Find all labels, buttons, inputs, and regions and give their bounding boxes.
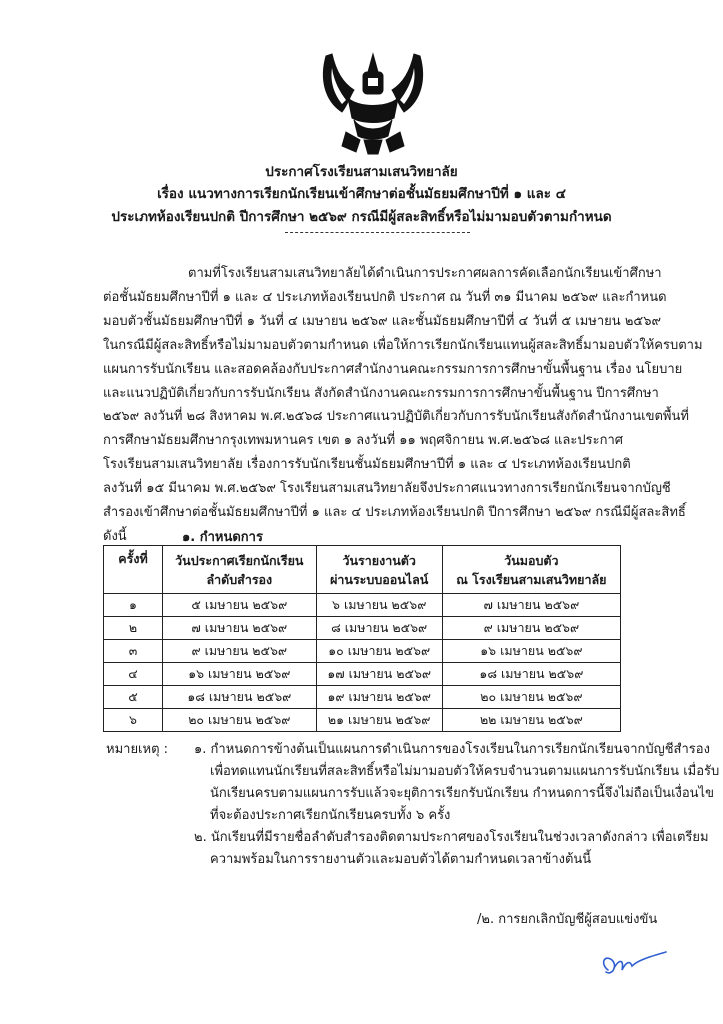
cell-round: ๑ (104, 594, 163, 617)
body-paragraph (103, 262, 703, 549)
header-report-date: วันรายงานตัว ผ่านระบบออนไลน์ (316, 546, 442, 594)
divider (285, 232, 470, 233)
cell-announce-date: ๗ เมษายน ๒๕๖๙ (163, 617, 317, 640)
cell-round: ๒ (104, 617, 163, 640)
table-row (104, 594, 621, 617)
schedule-table (103, 545, 621, 732)
body-line: และแนวปฏิบัติเกี่ยวกับการรับนักเรียน สังกัดสำนักงานคณะกรรมการการศึกษาขั้นพื้นฐาน ปีการศึกษา (103, 385, 659, 401)
notes-section (106, 739, 720, 871)
cell-announce-date: ๙ เมษายน ๒๕๖๙ (163, 640, 317, 663)
cell-report-date: ๑๐ เมษายน ๒๕๖๙ (316, 640, 442, 663)
header-enroll-date: วันมอบตัว ณ โรงเรียนสามเสนวิทยาลัย (442, 546, 620, 594)
cell-round: ๔ (104, 663, 163, 686)
cell-report-date: ๖ เมษายน ๒๕๖๙ (316, 594, 442, 617)
announcement-subject: เรื่อง แนวทางการเรียกนักเรียนเข้าศึกษาต่อชั้นมัธยมศึกษาปีที่ ๑ และ ๔ (157, 186, 566, 202)
notes-label: หมายเหตุ : (106, 742, 169, 757)
cell-round: ๕ (104, 686, 163, 709)
table-row (104, 663, 621, 686)
cell-round: ๖ (104, 709, 163, 732)
cell-enroll-date: ๙ เมษายน ๒๕๖๙ (442, 617, 620, 640)
table-row (104, 640, 621, 663)
note-line: นักเรียนครบตามแผนการรับแล้วจะยุติการเรียกรับนักเรียน กำหนดการนี้จึงไม่ถือเป็นเงื่อนไข (210, 786, 714, 801)
body-line: โรงเรียนสามเสนวิทยาลัย เรื่องการรับนักเรียนชั้นมัธยมศึกษาปีที่ ๑ และ ๔ ประเภทห้องเรียนปกติ (103, 457, 631, 473)
note-line: ๒. นักเรียนที่มีรายชื่อลำดับสำรองติดตามประกาศของโรงเรียนในช่วงเวลาดังกล่าว เพื่อเตรียม (194, 830, 709, 845)
cell-enroll-date: ๗ เมษายน ๒๕๖๙ (442, 594, 620, 617)
cell-enroll-date: ๑๖ เมษายน ๒๕๖๙ (442, 640, 620, 663)
cell-report-date: ๑๙ เมษายน ๒๕๖๙ (316, 686, 442, 709)
cell-report-date: ๘ เมษายน ๒๕๖๙ (316, 617, 442, 640)
header-round: ครั้งที่ (104, 546, 163, 594)
cell-report-date: ๑๗ เมษายน ๒๕๖๙ (316, 663, 442, 686)
note-line: ๑. กำหนดการข้างต้นเป็นแผนการดำเนินการของโรงเรียนในการเรียกนักเรียนจากบัญชีสำรอง (194, 742, 710, 757)
cell-round: ๓ (104, 640, 163, 663)
body-line: การศึกษามัธยมศึกษากรุงเทพมหานคร เขต ๑ ลงวันที่ ๑๑ พฤศจิกายน พ.ศ.๒๕๖๘ และประกาศ (103, 433, 623, 449)
cell-announce-date: ๒๐ เมษายน ๒๕๖๙ (163, 709, 317, 732)
cell-announce-date: ๑๘ เมษายน ๒๕๖๙ (163, 686, 317, 709)
cell-enroll-date: ๑๘ เมษายน ๒๕๖๙ (442, 663, 620, 686)
body-line: ตามที่โรงเรียนสามเสนวิทยาลัยได้ดำเนินการประกาศผลการคัดเลือกนักเรียนเข้าศึกษา (188, 266, 662, 281)
note-1 (106, 739, 720, 827)
signature-icon (598, 948, 668, 980)
cell-enroll-date: ๒๐ เมษายน ๒๕๖๙ (442, 686, 620, 709)
cell-announce-date: ๑๖ เมษายน ๒๕๖๙ (163, 663, 317, 686)
body-line: ในกรณีมีผู้สละสิทธิ์หรือไม่มามอบตัวตามกำหนด เพื่อให้การเรียกนักเรียนแทนผู้สละสิทธิ์มามอบตัวให้ครบตาม (103, 337, 703, 353)
body-line: ต่อชั้นมัธยมศึกษาปีที่ ๑ และ ๔ ประเภทห้องเรียนปกติ ประกาศ ณ วันที่ ๓๑ มีนาคม ๒๕๖๙ และกำหนด (103, 289, 667, 305)
section-title-schedule: ๑. กำหนดการ (182, 530, 263, 545)
note-line: ที่จะต้องประกาศเรียกนักเรียนครบทั้ง ๖ ครั้ง (210, 808, 451, 823)
table-row (104, 709, 621, 732)
body-line: ๒๕๖๙ ลงวันที่ ๒๘ สิงหาคม พ.ศ.๒๕๖๘ ประกาศแนวปฏิบัติเกี่ยวกับการรับนักเรียนสังกัดสำนักงานเขตพื้นที่ (103, 409, 689, 425)
body-line: แผนการรับนักเรียน และสอดคล้องกับประกาศสำนักงานคณะกรรมการการศึกษาขั้นพื้นฐาน เรื่อง นโยบาย (103, 361, 683, 377)
body-line: มอบตัวชั้นมัธยมศึกษาปีที่ ๑ วันที่ ๔ เมษายน ๒๕๖๙ และชั้นมัธยมศึกษาปีที่ ๔ วันที่ ๕ เมษายน ๒๕๖๙ (103, 313, 661, 329)
body-line: ลงวันที่ ๑๕ มีนาคม พ.ศ.๒๕๖๙ โรงเรียนสามเสนวิทยาลัยจึงประกาศแนวทางการเรียกนักเรียนจากบัญชี (103, 481, 671, 497)
cell-announce-date: ๕ เมษายน ๒๕๖๙ (163, 594, 317, 617)
note-2 (106, 827, 709, 871)
note-line: เพื่อทดแทนนักเรียนที่สละสิทธิ์หรือไม่มามอบตัวให้ครบจำนวนตามแผนการรับนักเรียน เมื่อรับ (210, 764, 720, 779)
body-line: ดังนี้ (103, 528, 127, 544)
header-announce-date: วันประกาศเรียกนักเรียน ลำดับสำรอง (163, 546, 317, 594)
continuation-marker: /๒. การยกเลิกบัญชีผู้สอบแข่งขัน (477, 912, 658, 927)
table-row (104, 617, 621, 640)
announcement-subject-continued: ประเภทห้องเรียนปกติ ปีการศึกษา ๒๕๖๙ กรณีมีผู้สละสิทธิ์หรือไม่มามอบตัวตามกำหนด (111, 209, 612, 225)
body-line: สำรองเข้าศึกษาต่อชั้นมัธยมศึกษาปีที่ ๑ และ ๔ ประเภทห้องเรียนปกติ ปีการศึกษา ๒๕๖๙ กรณีมีผู้สละสิทธิ์ (103, 505, 686, 521)
cell-enroll-date: ๒๒ เมษายน ๒๕๖๙ (442, 709, 620, 732)
cell-report-date: ๒๑ เมษายน ๒๕๖๙ (316, 709, 442, 732)
announcement-title: ประกาศโรงเรียนสามเสนวิทยาลัย (265, 164, 458, 180)
table-row (104, 686, 621, 709)
table-header-row (104, 546, 621, 594)
garuda-emblem-icon (318, 48, 428, 156)
note-line: ความพร้อมในการรายงานตัวและมอบตัวได้ตามกำหนดเวลาข้างต้นนี้ (210, 852, 592, 867)
